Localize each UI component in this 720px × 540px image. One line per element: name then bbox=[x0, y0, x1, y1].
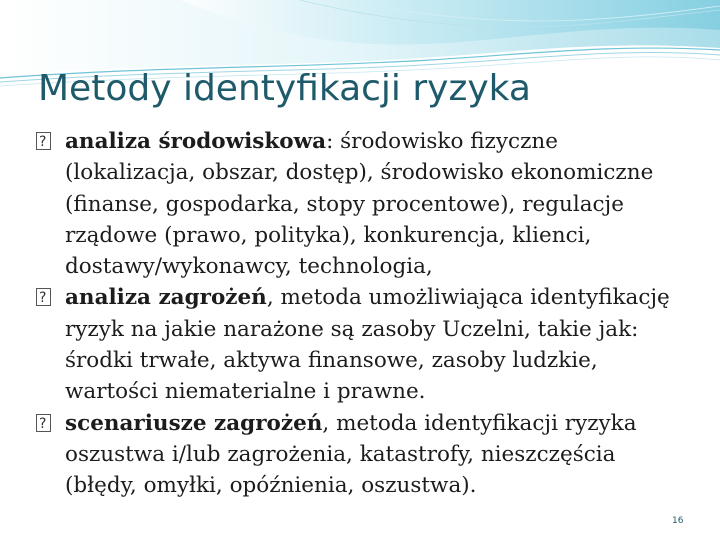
bullet-threat-analysis bbox=[36, 282, 676, 407]
bullet-term: scenariusze zagrożeń bbox=[65, 410, 323, 436]
missing-glyph-bullet-icon bbox=[36, 414, 51, 432]
slide-title: Metody identyfikacji ryzyka bbox=[38, 68, 531, 109]
missing-glyph-bullet-icon bbox=[36, 132, 51, 150]
bullet-text: : środowisko fizyczne (lokalizacja, obszar, dostęp), środowisko ekonomiczne (finanse, gospodarka, stopy procentowe), regulacje rządowe (prawo, polityka), konkurencja, klienci, dostawy/wykonawcy, technologia, bbox=[65, 129, 654, 280]
bullet-list bbox=[36, 126, 676, 502]
bullet-text: , metoda identyfikacji ryzyka oszustwa i/lub zagrożenia, katastrofy, nieszczęścia (błędy, omyłki, opóźnienia, oszustwa). bbox=[65, 410, 637, 499]
bullet-threat-scenarios bbox=[36, 408, 676, 502]
page-number: 16 bbox=[672, 516, 684, 526]
bullet-text: , metoda umożliwiająca identyfikację ryzyk na jakie narażone są zasoby Uczelni, takie jak: środki trwałe, aktywa finansowe, zasoby ludzkie, wartości niematerialne i prawne. bbox=[65, 285, 670, 405]
bullet-term: analiza zagrożeń bbox=[65, 285, 267, 311]
bullet-term: analiza środowiskowa bbox=[65, 129, 327, 154]
missing-glyph-bullet-icon bbox=[36, 288, 51, 306]
bullet-environmental-analysis bbox=[36, 126, 676, 282]
